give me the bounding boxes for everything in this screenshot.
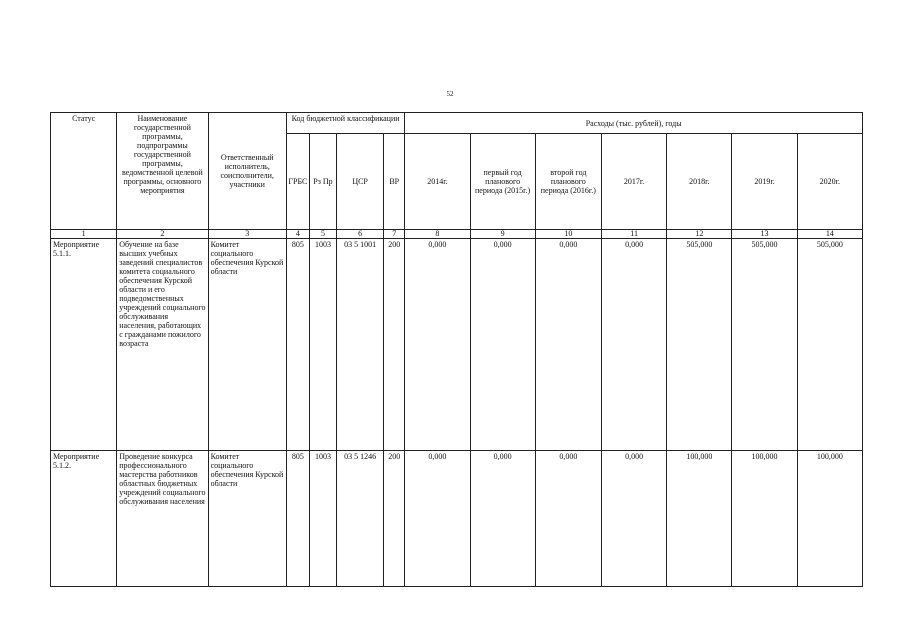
row-2020: 100,000 [797, 451, 862, 587]
row-2017: 0,000 [601, 451, 666, 587]
row-grbs: 805 [286, 451, 309, 587]
row-2016: 0,000 [535, 451, 601, 587]
row-2018: 505,000 [667, 239, 732, 451]
column-number: 9 [470, 230, 535, 239]
row-rzpr: 1003 [309, 451, 336, 587]
column-number: 10 [535, 230, 601, 239]
row-2015: 0,000 [470, 451, 535, 587]
budget-table [50, 112, 863, 587]
header-status: Статус [51, 113, 117, 230]
column-number: 7 [384, 230, 405, 239]
column-number: 2 [117, 230, 208, 239]
column-number: 1 [51, 230, 117, 239]
header-name: Наименование государственной программы, подпрограммы государственной программы, ведомственной целевой программы, основного мероприятия [117, 113, 208, 230]
row-vr: 200 [384, 451, 405, 587]
row-2019: 505,000 [732, 239, 797, 451]
column-number: 11 [601, 230, 666, 239]
row-2014: 0,000 [405, 239, 470, 451]
column-number: 6 [337, 230, 384, 239]
column-number-row [51, 230, 863, 239]
column-number: 4 [286, 230, 309, 239]
row-status: Мероприятие 5.1.1. [51, 239, 117, 451]
header-2017: 2017г. [601, 134, 666, 230]
row-2016: 0,000 [535, 239, 601, 451]
header-vr: ВР [384, 134, 405, 230]
header-2019: 2019г. [732, 134, 797, 230]
column-number: 3 [208, 230, 286, 239]
column-number: 14 [797, 230, 862, 239]
table-row [51, 451, 863, 587]
row-2018: 100,000 [667, 451, 732, 587]
row-2014: 0,000 [405, 451, 470, 587]
row-2019: 100,000 [732, 451, 797, 587]
row-responsible: Комитет социального обеспечения Курской области [208, 239, 286, 451]
header-budget-code: Код бюджетной классификации [286, 113, 404, 134]
row-status: Мероприятие 5.1.2. [51, 451, 117, 587]
header-2020: 2020г. [797, 134, 862, 230]
column-number: 8 [405, 230, 470, 239]
header-grbs: ГРБС [286, 134, 309, 230]
header-2016: второй год планового периода (2016г.) [535, 134, 601, 230]
row-2017: 0,000 [601, 239, 666, 451]
header-2018: 2018г. [667, 134, 732, 230]
header-responsible: Ответственный исполнитель, соисполнители, участники [208, 113, 286, 230]
header-2015: первый год планового периода (2015г.) [470, 134, 535, 230]
row-name: Обучение на базе высших учебных заведений специалистов комитета социального обеспечения Курской области и его подведомственных учреждений социального обслуживания населения, работающих с гражданами пожилого возраста [117, 239, 208, 451]
row-responsible: Комитет социального обеспечения Курской области [208, 451, 286, 587]
row-csr: 03 5 1001 [337, 239, 384, 451]
row-grbs: 805 [286, 239, 309, 451]
row-vr: 200 [384, 239, 405, 451]
page-number: 52 [446, 90, 454, 98]
row-2020: 505,000 [797, 239, 862, 451]
row-csr: 03 5 1246 [337, 451, 384, 587]
row-2015: 0,000 [470, 239, 535, 451]
row-name: Проведение конкурса профессионального мастерства работников областных бюджетных учреждений социального обслуживания населения [117, 451, 208, 587]
column-number: 12 [667, 230, 732, 239]
column-number: 5 [309, 230, 336, 239]
column-number: 13 [732, 230, 797, 239]
header-csr: ЦСР [337, 134, 384, 230]
header-2014: 2014г. [405, 134, 470, 230]
header-expenses: Расходы (тыс. рублей), годы [405, 113, 863, 134]
table-row [51, 239, 863, 451]
row-rzpr: 1003 [309, 239, 336, 451]
header-rzpr: Рз Пр [309, 134, 336, 230]
